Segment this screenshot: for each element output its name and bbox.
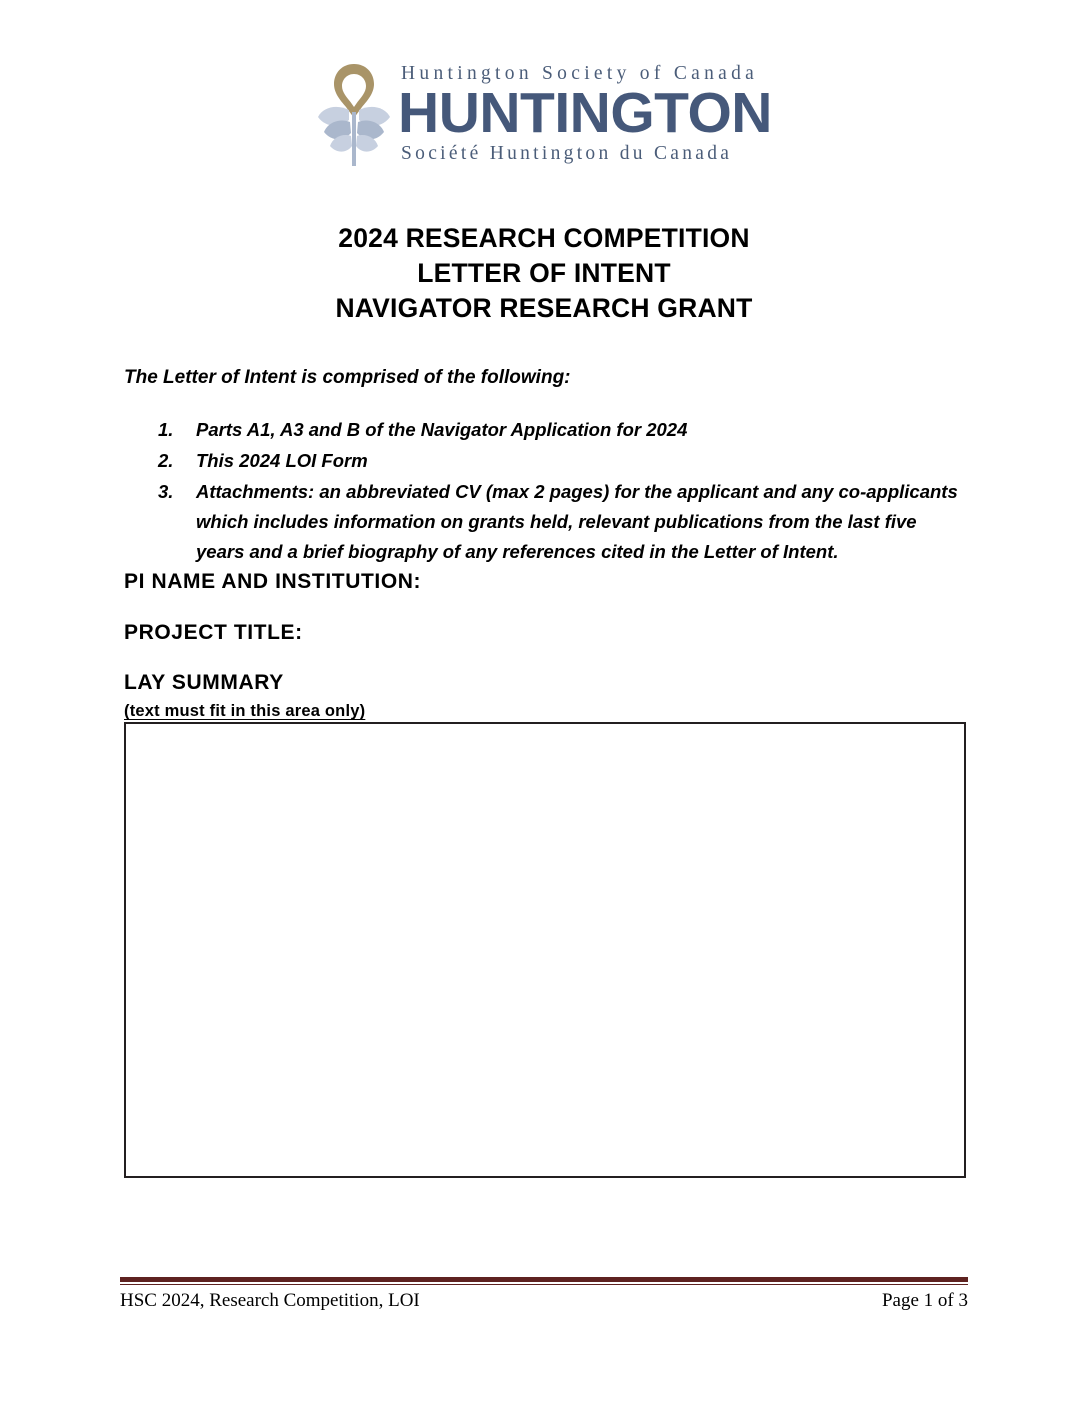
lay-summary-note: (text must fit in this area only) bbox=[124, 702, 366, 720]
list-item bbox=[124, 446, 970, 476]
footer-document-label: HSC 2024, Research Competition, LOI bbox=[120, 1290, 420, 1311]
requirements-intro: The Letter of Intent is comprised of the following: bbox=[124, 367, 571, 388]
page-title-line-2: LETTER OF INTENT bbox=[417, 257, 671, 288]
list-item-label: This 2024 LOI Form bbox=[196, 449, 368, 471]
footer-divider bbox=[120, 1277, 968, 1282]
page-title bbox=[0, 221, 1088, 326]
masthead bbox=[0, 60, 1088, 168]
logo-tagline-english: Huntington Society of Canada bbox=[401, 63, 759, 85]
list-item-number: 3. bbox=[158, 480, 174, 502]
list-item-label: Parts A1, A3 and B of the Navigator Application for 2024 bbox=[196, 418, 688, 440]
list-item-number: 1. bbox=[158, 418, 174, 440]
requirements-section bbox=[124, 366, 970, 568]
logo-wordmark: HUNTINGTON bbox=[398, 80, 772, 145]
list-item bbox=[124, 415, 970, 445]
huntington-society-flower-figure-logo-icon bbox=[316, 60, 394, 168]
project-title-heading: PROJECT TITLE: bbox=[124, 621, 303, 644]
logo-tagline-french: Société Huntington du Canada bbox=[401, 143, 733, 165]
list-item bbox=[124, 477, 970, 567]
footer-divider-thin bbox=[120, 1284, 968, 1285]
lay-summary-input[interactable] bbox=[124, 722, 966, 1178]
page-title-line-3: NAVIGATOR RESEARCH GRANT bbox=[335, 292, 753, 323]
page-title-line-1: 2024 RESEARCH COMPETITION bbox=[338, 223, 750, 253]
pi-name-and-institution-heading: PI NAME AND INSTITUTION: bbox=[124, 570, 422, 593]
requirements-list bbox=[124, 415, 970, 567]
list-item-number: 2. bbox=[158, 449, 174, 471]
lay-summary-heading: LAY SUMMARY bbox=[124, 671, 284, 694]
logo-lockup bbox=[316, 60, 772, 168]
footer bbox=[120, 1290, 968, 1312]
logo-text-block bbox=[398, 64, 772, 164]
footer-page-number: Page 1 of 3 bbox=[881, 1290, 968, 1311]
list-item-label: Attachments: an abbreviated CV (max 2 pages) for the applicant and any co-applicants which includes information on grants held, relevant publications from the last five years and a brief biography of any references cited in the Letter of Intent. bbox=[196, 480, 958, 562]
